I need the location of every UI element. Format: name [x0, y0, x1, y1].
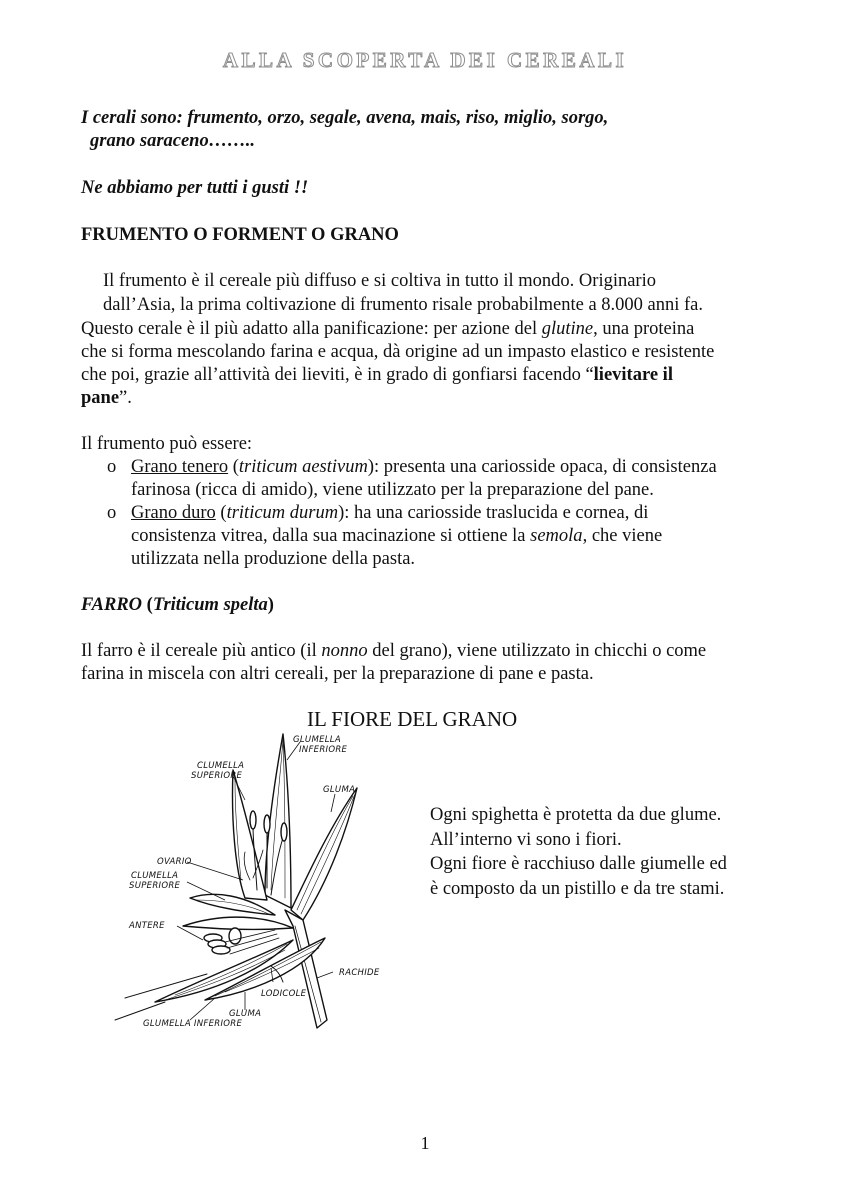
- page-title: ALLA SCOPERTA DEI CEREALI: [222, 48, 628, 72]
- page-number: 1: [420, 1133, 430, 1153]
- grano-duro-line2: consistenza vitrea, dalla sua macinazione si ottiene la semola, che viene: [131, 526, 663, 546]
- label-glumella-superiore-mid: CLUMELLA: [131, 871, 179, 881]
- anther-cluster: [204, 928, 279, 954]
- bullet-marker: o: [107, 503, 117, 523]
- label-antere: ANTERE: [129, 921, 165, 931]
- intro-line-1: I cerali sono: frumento, orzo, segale, avena, mais, riso, miglio, sorgo,: [81, 108, 609, 128]
- frumento-p1-line2: dall’Asia, la prima coltivazione di frumento risale probabilmente a 8.000 anni fa.: [103, 295, 704, 315]
- intro-tagline: Ne abbiamo per tutti i gusti !!: [81, 178, 309, 198]
- label-glumella-inferiore-top: GLUMELLA: [293, 735, 341, 745]
- label-glumella-superiore-top: CLUMELLA: [197, 761, 245, 771]
- frumento-p1-line1: Il frumento è il cereale più diffuso e si coltiva in tutto il mondo. Originario: [103, 271, 656, 291]
- frumento-types-intro: Il frumento può essere:: [81, 434, 253, 454]
- label-glumella-superiore-top-2: SUPERIORE: [191, 771, 243, 781]
- lower-gluma-arc: [183, 917, 293, 929]
- caption-line: All’interno vi sono i fiori.: [430, 829, 622, 850]
- frumento-p1-line4: che si forma mescolando farina e acqua, dà origine ad un impasto elastico e resistente: [81, 342, 715, 362]
- frumento-heading: FRUMENTO O FORMENT O GRANO: [81, 225, 399, 245]
- grano-tenero-line2: farinosa (ricca di amido), viene utilizzato per la preparazione del pane.: [131, 480, 654, 500]
- farro-p-line2: farina in miscela con altri cereali, per la preparazione di pane e pasta.: [81, 664, 594, 684]
- label-glumella-superiore-mid-2: SUPERIORE: [129, 881, 181, 891]
- grano-tenero-line1: Grano tenero (triticum aestivum): presenta una cariosside opaca, di consistenza: [131, 457, 717, 477]
- upper-gluma: [291, 788, 357, 920]
- frumento-p1-line5: che poi, grazie all’attività dei lieviti, è in grado di gonfiarsi facendo “lievitare il: [81, 365, 673, 385]
- farro-heading: FARRO (Triticum spelta): [81, 595, 274, 615]
- label-ovario: OVARIO: [157, 857, 192, 867]
- upper-glumella-superiore: [233, 770, 268, 900]
- wheat-flower-diagram: [95, 730, 425, 1040]
- caption-line: è composto da un pistillo e da tre stami.: [430, 878, 725, 899]
- label-lodicole: LODICOLE: [261, 989, 307, 999]
- figure-title: IL FIORE DEL GRANO: [307, 707, 518, 731]
- farro-p-line1: Il farro è il cereale più antico (il nonno del grano), viene utilizzato in chicchi o come: [81, 641, 707, 661]
- label-glumella-inferiore-top-2: INFERIORE: [299, 745, 348, 755]
- bullet-marker: o: [107, 457, 117, 477]
- caption-line: Ogni spighetta è protetta da due glume.: [430, 805, 722, 825]
- figure-caption: [430, 803, 727, 901]
- label-glumella-inferiore-bottom: GLUMELLA INFERIORE: [143, 1019, 243, 1029]
- intro-line-2: grano saraceno……..: [90, 131, 255, 151]
- label-gluma-bottom: GLUMA: [229, 1009, 262, 1019]
- label-rachide: RACHIDE: [339, 968, 380, 978]
- frumento-p1-line3: Questo cerale è il più adatto alla panificazione: per azione del glutine, una proteina: [81, 319, 695, 339]
- frumento-p1-line6: pane”.: [81, 388, 132, 408]
- caption-line: Ogni fiore è racchiuso dalle giumelle ed: [430, 854, 727, 874]
- grano-duro-line3: utilizzata nella produzione della pasta.: [131, 549, 416, 569]
- grano-duro-line1: Grano duro (triticum durum): ha una cariosside traslucida e cornea, di: [131, 503, 649, 523]
- label-gluma-top: GLUMA: [323, 785, 356, 795]
